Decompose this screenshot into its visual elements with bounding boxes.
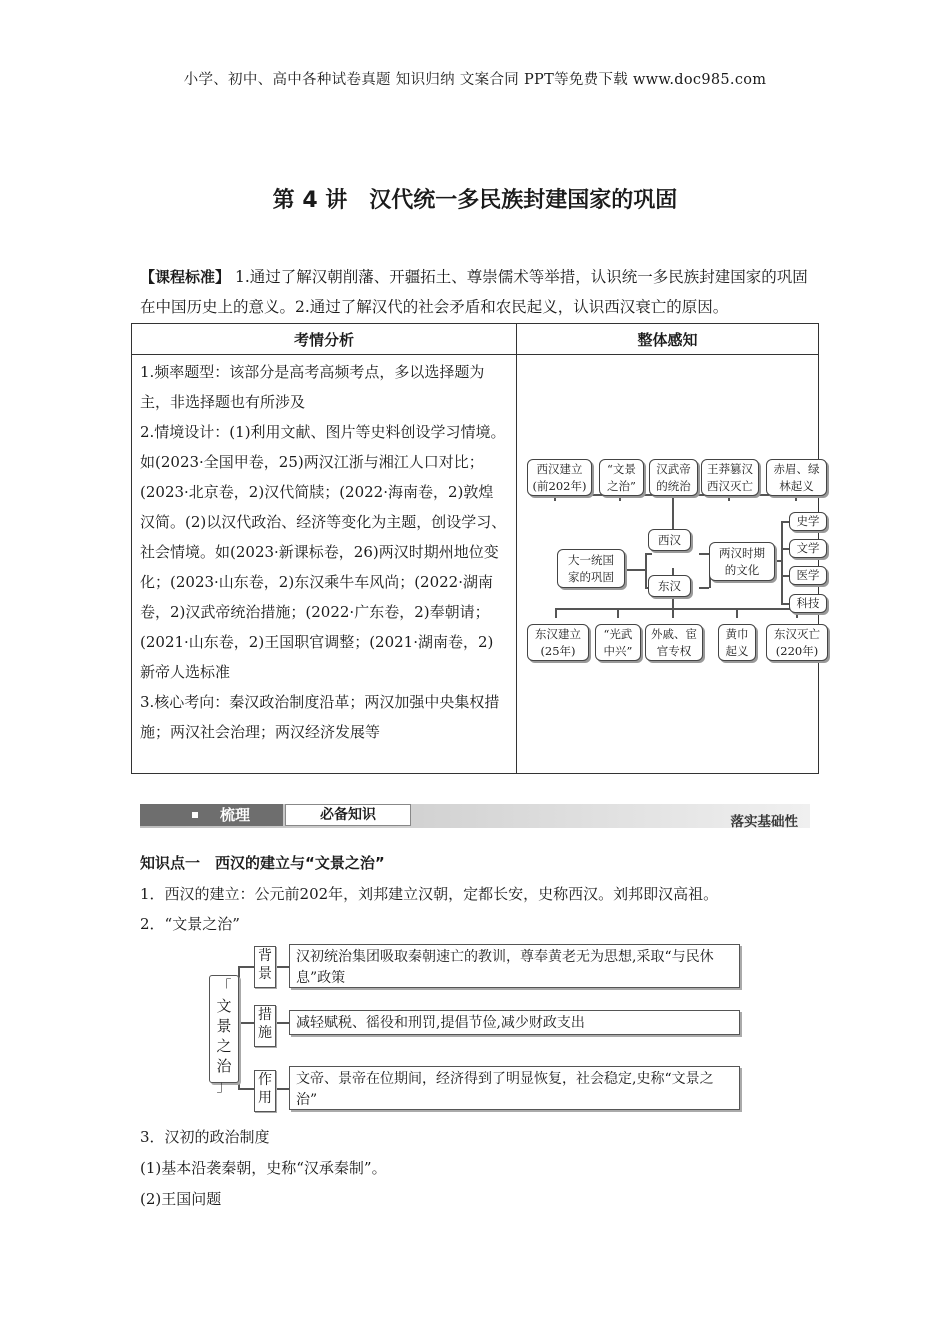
mm-huangjin: 黄巾 起义 [718,624,756,661]
knowledge-item-1: 1．西汉的建立：公元前202年，刘邦建立汉朝，定都长安，史称西汉。刘邦即汉高祖。 [140,885,719,903]
course-standard-text: 1.通过了解汉朝削藩、开疆拓土、尊崇儒术等举措，认识统一多民族封建国家的巩固在中国历史上的意义。2.通过了解汉代的社会矛盾和农民起义，认识西汉衰亡的原因。 [140,268,808,316]
wenjing-title: 「 文 景 之 治 」 [209,975,239,1083]
mm-donghan: 东汉 [648,575,691,597]
wenjing-label-background: 背 景 [254,946,276,988]
knowledge-item-2: 2．“文景之治” [140,915,240,933]
table-head-analysis: 考情分析 [132,324,517,355]
mind-map [517,355,833,775]
mm-culture-science: 科技 [789,594,827,613]
mm-wenjing: “文景 之治” [599,459,644,496]
mm-culture-history: 史学 [789,512,827,531]
wenjing-label-effect: 作 用 [254,1070,276,1112]
mm-culture-literature: 文学 [789,539,827,558]
section-bar-dark [140,804,283,826]
mm-donghan-fall: 东汉灭亡 (220年) [766,624,828,661]
analysis-cell [132,355,517,774]
section-label-basis: 落实基础性 [730,814,798,830]
section-label-comb: 梳理 [220,806,251,824]
wenjing-content-measures: 减轻赋税、徭役和刑罚,提倡节俭,减少财政支出 [289,1010,740,1035]
mm-wangmang: 王莽篡汉 西汉灭亡 [701,459,759,496]
knowledge-item-3-1: (1)基本沿袭秦朝，史称“汉承秦制”。 [140,1159,387,1177]
knowledge-item-3-2: (2)王国问题 [140,1190,222,1208]
analysis-item: 2.情境设计：(1)利用文献、图片等史料创设学习情境。如(2023·全国甲卷，25)两汉江浙与湘江人口对比；(2023·北京卷，2)汉代简牍；(2022·海南卷，2)敦煌汉简。(2)以汉代政治、经济等变化为主题，创设学习、社会情境。如(2023·新课标卷，26)两汉时期州地位变化；(2023·山东卷，2)东汉乘牛车风尚；(2022·湖南卷，2)汉武帝统治措施；(2022·广东卷，2)奉朝请；(2021·山东卷，2)王国职官调整；(2021·湖南卷，2)新帝人选标准 [140,423,507,681]
wenjing-content-background: 汉初统治集团吸取秦朝速亡的教训，尊奉黄老无为思想,采取“与民休息”政策 [289,944,740,988]
section-bar [140,804,810,828]
mm-chimei: 赤眉、绿 林起义 [766,459,827,496]
mm-xihan-founding: 西汉建立 (前202年) [527,459,592,496]
mm-culture: 两汉时期 的文化 [709,542,775,581]
analysis-item: 1.频率题型：该部分是高考高频考点，多以选择题为主，非选择题也有所涉及 [140,363,485,411]
mm-culture-medicine: 医学 [789,566,827,585]
knowledge-item-3: 3．汉初的政治制度 [140,1128,270,1146]
wenjing-content-effect: 文帝、景帝在位期间，经济得到了明显恢复，社会稳定,史称“文景之治” [289,1066,740,1110]
mm-xihan: 西汉 [648,529,691,551]
mm-hanwudi: 汉武帝 的统治 [649,459,698,496]
mm-unity: 大一统国 家的巩固 [557,549,625,588]
mm-donghan-founding: 东汉建立 (25年) [527,624,589,661]
knowledge-point-title: 知识点一 西汉的建立与“文景之治” [140,854,385,872]
course-standard-label: 【课程标准】 [140,268,231,286]
page-header: 小学、初中、高中各种试卷真题 知识归纳 文案合同 PPT等免费下载 www.doc985.com [183,72,767,88]
mm-waiqi: 外戚、宦 官专权 [645,624,703,661]
mm-guangwu: “光武 中兴” [595,624,641,661]
analysis-item: 3.核心考向：秦汉政治制度沿革；两汉加强中央集权措施；两汉社会治理；两汉经济发展等 [140,693,500,741]
overview-cell [517,355,819,774]
analysis-table [131,323,819,774]
course-standard [140,262,820,322]
page-title: 第 4 讲 汉代统一多民族封建国家的巩固 [272,188,678,213]
wenjing-label-measures: 措 施 [254,1005,276,1047]
table-head-overview: 整体感知 [517,324,819,355]
square-bullet-icon [192,812,198,818]
section-label-knowledge: 必备知识 [285,804,411,826]
